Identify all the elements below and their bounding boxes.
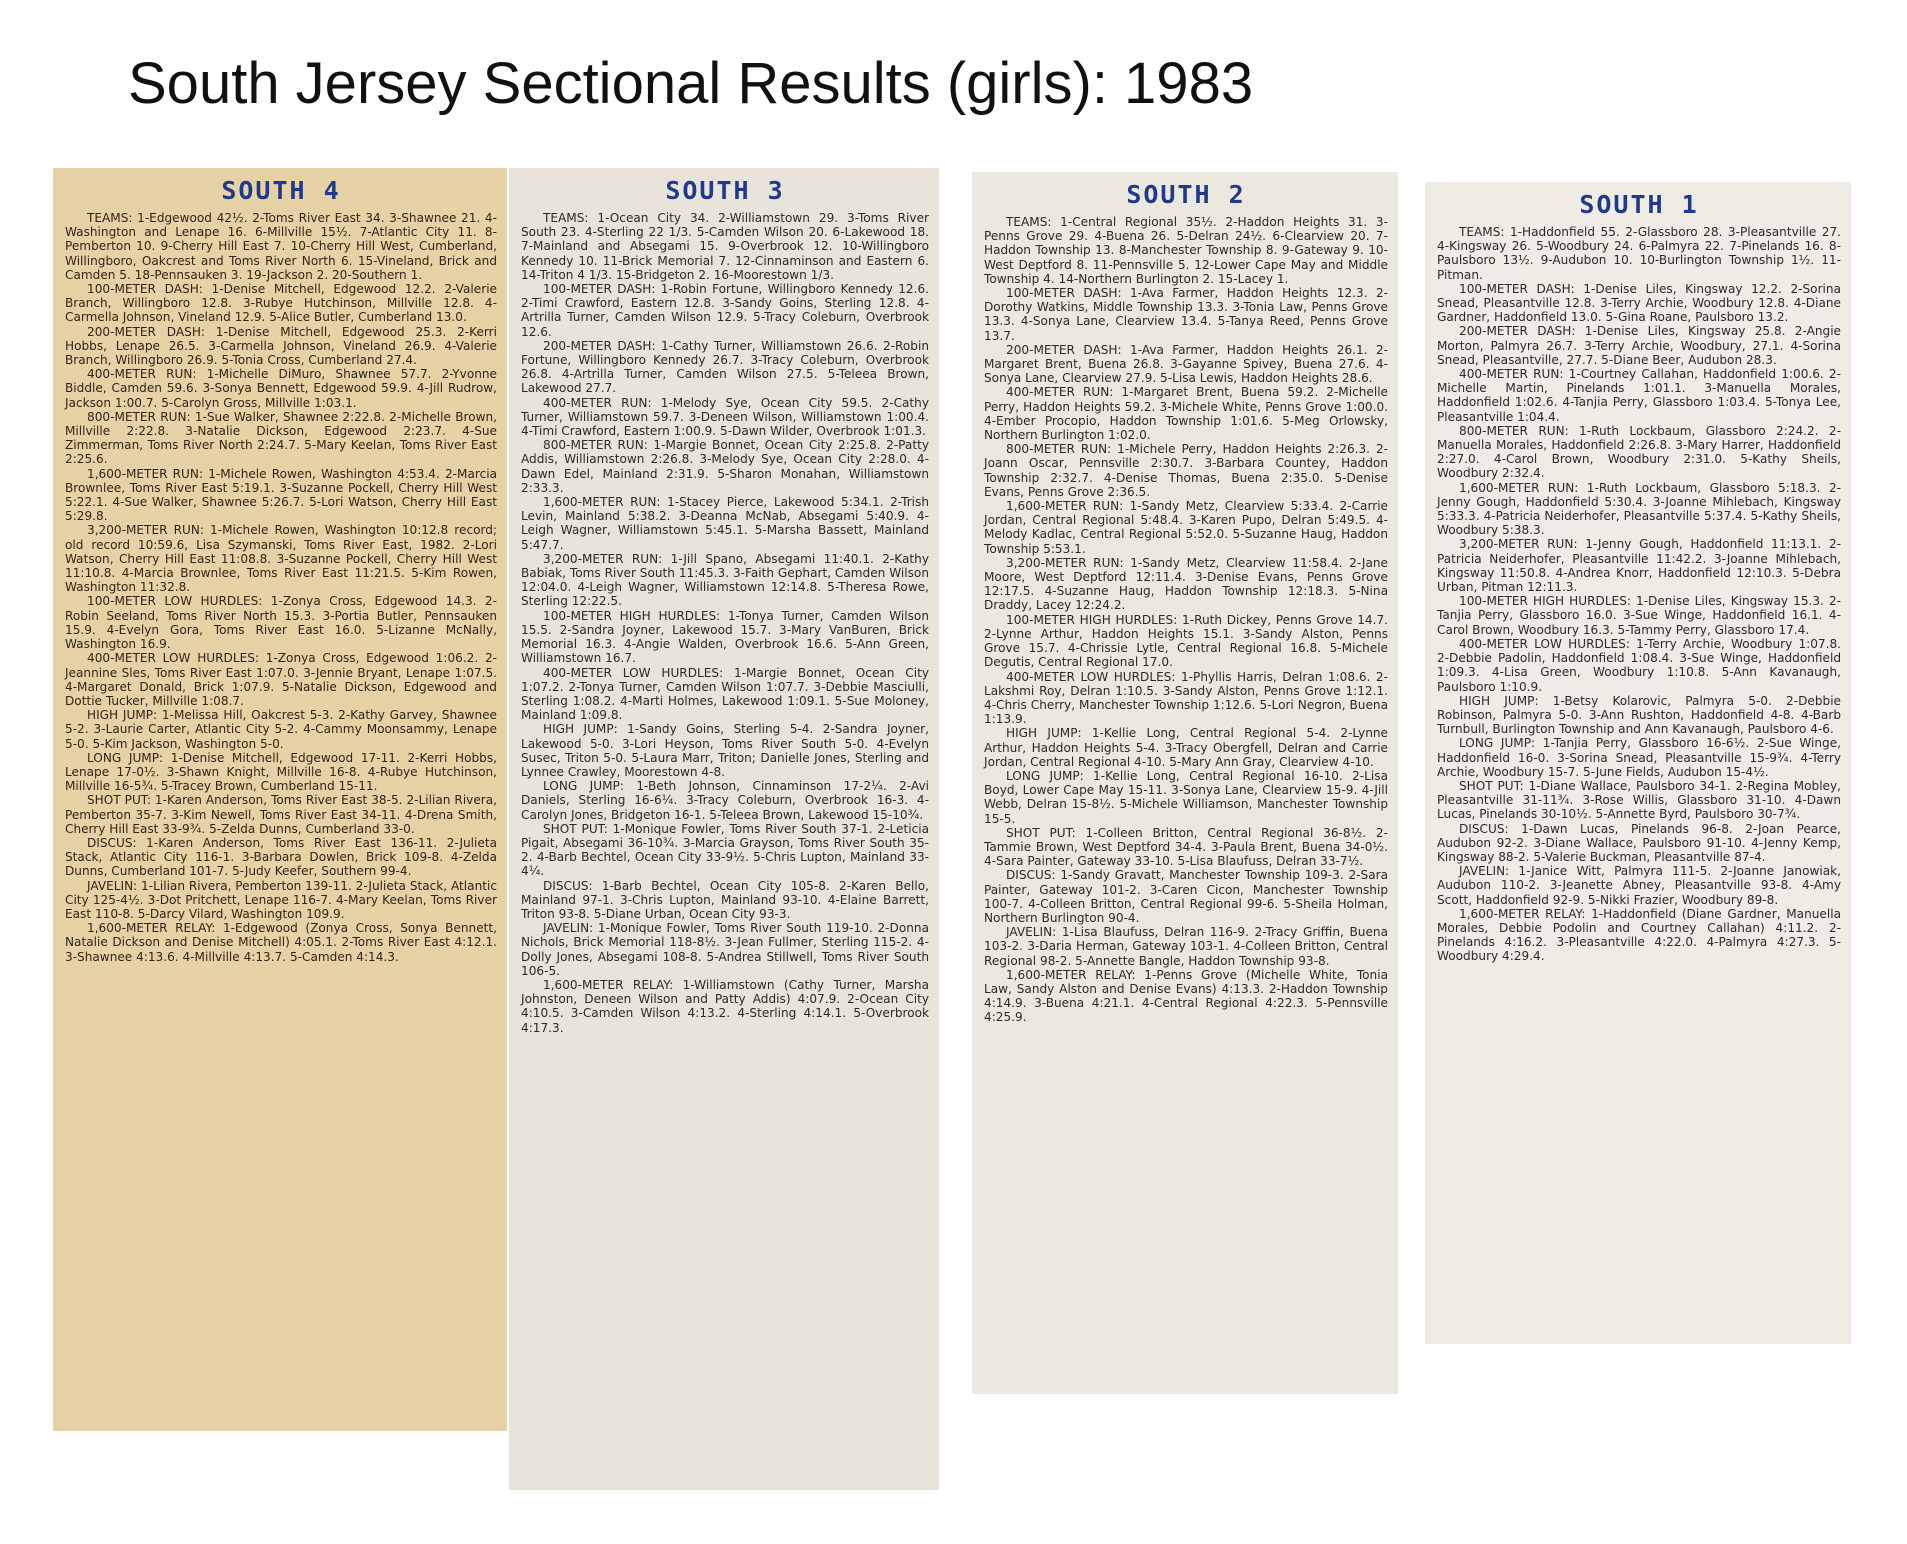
clipping-south-2 [972, 172, 1398, 1394]
result-paragraph: 1,600-METER RELAY: 1-Penns Grove (Michelle White, Tonia Law, Sandy Alston and Denise Evans) 4:13.3. 2-Haddon Township 4:14.9. 3-Buena 4:21.1. 4-Central Regional 4:22.3. 5-Pennsville 4:25.9. [984, 967, 1388, 1025]
result-paragraph: 400-METER LOW HURDLES: 1-Zonya Cross, Edgewood 1:06.2. 2-Jeannine Sles, Toms River East 1:07.0. 3-Jennie Bryant, Lenape 1:07.5. 4-Margaret Donald, Brick 1:07.9. 5-Natalie Dickson, Edgewood and Dottie Tucker, Millville 1:08.7. [65, 651, 497, 708]
result-paragraph: HIGH JUMP: 1-Betsy Kolarovic, Palmyra 5-0. 2-Debbie Robinson, Palmyra 5-0. 3-Ann Rushton, Haddonfield 4-8. 4-Barb Turnbull, Burlington Township and Ann Kavanaugh, Paulsboro 4-6. [1437, 693, 1841, 737]
result-paragraph: 400-METER RUN: 1-Melody Sye, Ocean City 59.5. 2-Cathy Turner, Williamstown 59.7. 3-Deneen Wilson, Williamstown 1:00.4. 4-Timi Crawford, Eastern 1:00.9. 5-Dawn Wilder, Overbrook 1:01.3. [521, 395, 929, 439]
result-paragraph: 100-METER DASH: 1-Denise Liles, Kingsway 12.2. 2-Sorina Snead, Pleasantville 12.8. 3-Terry Archie, Woodbury 12.8. 4-Diane Gardner, Haddonfield 13.0. 5-Gina Roane, Paulsboro 13.2. [1437, 281, 1841, 325]
result-paragraph: 100-METER HIGH HURDLES: 1-Ruth Dickey, Penns Grove 14.7. 2-Lynne Arthur, Haddon Heights 15.1. 3-Sandy Alston, Penns Grove 15.7. 4-Chrissie Lytle, Central Regional 16.8. 5-Michele Degutis, Central Regional 17.0. [984, 612, 1388, 670]
result-paragraph: 100-METER HIGH HURDLES: 1-Tonya Turner, Camden Wilson 15.5. 2-Sandra Joyner, Lakewood 15.7. 3-Mary VanBuren, Brick Memorial 16.3. 4-Angie Walden, Overbrook 16.6. 5-Ann Green, Williamstown 16.7. [521, 608, 929, 666]
result-paragraph: 1,600-METER RUN: 1-Sandy Metz, Clearview 5:33.4. 2-Carrie Jordan, Central Regional 5:48.4. 3-Karen Pupo, Delran 5:49.5. 4-Melody Kadlac, Central Regional 5:52.0. 5-Suzanne Haug, Haddon Township 5:53.1. [984, 499, 1388, 556]
clipping-south-1 [1425, 182, 1851, 1344]
clipping-body [65, 211, 497, 964]
clipping-south-3 [509, 168, 939, 1490]
result-paragraph: 400-METER LOW HURDLES: 1-Phyllis Harris, Delran 1:08.6. 2-Lakshmi Roy, Delran 1:10.5. 3-Sandy Alston, Penns Grove 1:12.1. 4-Chris Cherry, Manchester Township 1:12.6. 5-Lori Negron, Buena 1:13.9. [984, 669, 1388, 727]
result-paragraph: LONG JUMP: 1-Kellie Long, Central Regional 16-10. 2-Lisa Boyd, Lower Cape May 15-11. 3-Sonya Lane, Clearview 15-9. 4-Jill Webb, Delran 15-8½. 5-Michele Williamson, Manchester Township 15-5. [984, 768, 1388, 826]
result-paragraph: 800-METER RUN: 1-Margie Bonnet, Ocean City 2:25.8. 2-Patty Addis, Williamstown 2:26.8. 3-Melody Sye, Ocean City 2:28.0. 4-Dawn Edel, Mainland 2:31.9. 5-Sharon Monahan, Williamstown 2:33.3. [521, 438, 929, 495]
result-paragraph: JAVELIN: 1-Monique Fowler, Toms River South 119-10. 2-Donna Nichols, Brick Memorial 118-8½. 3-Jean Fullmer, Sterling 115-2. 4-Dolly Jones, Absegami 108-8. 5-Andrea Stillwell, Toms River South 106-5. [521, 921, 929, 978]
result-paragraph: 1,600-METER RELAY: 1-Haddonfield (Diane Gardner, Manuella Morales, Debbie Podolin and Courtney Callahan) 4:11.2. 2-Pinelands 4:16.2. 3-Pleasantville 4:22.0. 4-Palmyra 4:27.3. 5-Woodbury 4:29.4. [1437, 906, 1841, 964]
result-paragraph: LONG JUMP: 1-Tanjia Perry, Glassboro 16-6½. 2-Sue Winge, Haddonfield 16-0. 3-Sorina Snead, Pleasantville 15-9¾. 4-Terry Archie, Woodbury 15-7. 5-June Fields, Audubon 15-4½. [1437, 736, 1841, 779]
result-paragraph: 100-METER HIGH HURDLES: 1-Denise Liles, Kingsway 15.3. 2-Tanjia Perry, Glassboro 16.0. 3-Sue Winge, Haddonfield 16.1. 4-Carol Brown, Woodbury 16.3. 5-Tammy Perry, Glassboro 17.4. [1437, 594, 1841, 637]
result-paragraph: HIGH JUMP: 1-Melissa Hill, Oakcrest 5-3. 2-Kathy Garvey, Shawnee 5-2. 3-Laurie Carter, Atlantic City 5-2. 4-Cammy Moonsammy, Lenape 5-0. 5-Kim Jackson, Washington 5-0. [65, 708, 497, 751]
result-paragraph: SHOT PUT: 1-Colleen Britton, Central Regional 36-8½. 2-Tammie Brown, West Deptford 34-4. 3-Paula Brent, Buena 34-0½. 4-Sara Painter, Gateway 33-10. 5-Lisa Blaufuss, Delran 33-7½. [984, 825, 1388, 869]
page-title: South Jersey Sectional Results (girls): 1983 [128, 51, 1254, 116]
result-paragraph: 3,200-METER RUN: 1-Michele Rowen, Washington 10:12.8 record; old record 10:59.6, Lisa Szymanski, Toms River East, 1982. 2-Lori Watson, Cherry Hill East 11:08.8. 3-Suzanne Pockell, Cherry Hill West 11:10.8. 4-Marcia Brownlee, Toms River East 11:21.5. 5-Kim Rowen, Washington 11:32.8. [65, 523, 497, 595]
result-paragraph: 200-METER DASH: 1-Ava Farmer, Haddon Heights 26.1. 2-Margaret Brent, Buena 26.8. 3-Gayanne Spivey, Buena 27.6. 4-Sonya Lane, Clearview 27.9. 5-Lisa Lewis, Haddon Heights 28.6. [984, 342, 1388, 386]
result-paragraph: LONG JUMP: 1-Denise Mitchell, Edgewood 17-11. 2-Kerri Hobbs, Lenape 17-0½. 3-Shawn Knight, Millville 16-8. 4-Rubye Hutchinson, Millville 16-5¾. 5-Tracey Brown, Cumberland 15-11. [65, 750, 497, 794]
result-paragraph: SHOT PUT: 1-Monique Fowler, Toms River South 37-1. 2-Leticia Pigait, Absegami 36-10¾. 3-Marcia Grayson, Toms River South 35-2. 4-Barb Bechtel, Ocean City 33-9½. 5-Chris Lupton, Mainland 33-4¼. [521, 821, 929, 879]
result-paragraph: 100-METER DASH: 1-Ava Farmer, Haddon Heights 12.3. 2-Dorothy Watkins, Middle Township 13.3. 3-Tonia Law, Penns Grove 13.3. 4-Sonya Lane, Clearview 13.4. 5-Tanya Reed, Penns Grove 13.7. [984, 286, 1388, 343]
result-paragraph: 200-METER DASH: 1-Cathy Turner, Williamstown 26.6. 2-Robin Fortune, Willingboro Kennedy 26.7. 3-Tracy Coleburn, Overbrook 26.8. 4-Artrilla Turner, Camden Wilson 27.5. 5-Teleea Brown, Lakewood 27.7. [521, 338, 929, 396]
result-paragraph: 800-METER RUN: 1-Sue Walker, Shawnee 2:22.8. 2-Michelle Brown, Millville 2:22.8. 3-Natalie Dickson, Edgewood 2:23.7. 4-Sue Zimmerman, Toms River North 2:24.7. 5-Mary Keelan, Toms River East 2:25.6. [65, 409, 497, 467]
result-paragraph: HIGH JUMP: 1-Kellie Long, Central Regional 5-4. 2-Lynne Arthur, Haddon Heights 5-4. 3-Tracy Obergfell, Delran and Carrie Jordan, Central Regional 4-10. 5-Mary Ann Gray, Clearview 4-10. [984, 726, 1388, 769]
result-paragraph: 3,200-METER RUN: 1-Jill Spano, Absegami 11:40.1. 2-Kathy Babiak, Toms River South 11:45.3. 3-Faith Gephart, Camden Wilson 12:04.0. 4-Leigh Wagner, Williamstown 12:14.8. 5-Theresa Rowe, Sterling 12:22.5. [521, 551, 929, 609]
result-paragraph: 1,600-METER RUN: 1-Ruth Lockbaum, Glassboro 5:18.3. 2-Jenny Gough, Haddonfield 5:30.4. 3-Joanne Mihlebach, Kingsway 5:33.3. 4-Patricia Neiderhofer, Pleasantville 5:37.4. 5-Kathy Sheils, Woodbury 5:38.3. [1437, 480, 1841, 538]
clipping-header: SOUTH 3 [665, 176, 785, 205]
clipping-header: SOUTH 1 [1579, 190, 1699, 219]
result-paragraph: LONG JUMP: 1-Beth Johnson, Cinnaminson 17-2¼. 2-Avi Daniels, Sterling 16-6¼. 3-Tracy Coleburn, Overbrook 16-3. 4-Carolyn Jones, Bridgeton 16-1. 5-Teleea Brown, Lakewood 15-10¾. [521, 779, 929, 822]
result-paragraph: TEAMS: 1-Central Regional 35½. 2-Haddon Heights 31. 3-Penns Grove 29. 4-Buena 26. 5-Delran 24½. 6-Clearview 20. 7-Haddon Township 13. 8-Manchester Township 8. 9-Gateway 9. 10-West Deptford 8. 11-Pennsville 5. 12-Lower Cape May and Middle Township 4. 14-Northern Burlington 2. 15-Lacey 1. [984, 215, 1388, 286]
result-paragraph: 1,600-METER RUN: 1-Michele Rowen, Washington 4:53.4. 2-Marcia Brownlee, Toms River East 5:19.1. 3-Suzanne Pockell, Cherry Hill West 5:22.1. 4-Sue Walker, Shawnee 5:26.7. 5-Lori Watson, Cherry Hill East 5:29.8. [65, 466, 497, 524]
result-paragraph: 1,600-METER RELAY: 1-Edgewood (Zonya Cross, Sonya Bennett, Natalie Dickson and Denise Mitchell) 4:05.1. 2-Toms River East 4:12.1. 3-Shawnee 4:13.6. 4-Millville 4:13.7. 5-Camden 4:14.3. [65, 921, 497, 964]
result-paragraph: 800-METER RUN: 1-Michele Perry, Haddon Heights 2:26.3. 2-Joann Oscar, Pennsville 2:30.7. 3-Barbara Countey, Haddon Township 2:32.7. 4-Denise Thomas, Buena 2:35.0. 5-Denise Evans, Penns Grove 2:36.5. [984, 442, 1388, 499]
result-paragraph: HIGH JUMP: 1-Sandy Goins, Sterling 5-4. 2-Sandra Joyner, Lakewood 5-0. 3-Lori Heyson, Toms River South 5-0. 4-Evelyn Susec, Triton 5-0. 5-Laura Marr, Triton; Danielle Jones, Sterling and Lynnee Crawley, Moorestown 4-8. [521, 722, 929, 779]
result-paragraph: 400-METER RUN: 1-Margaret Brent, Buena 59.2. 2-Michelle Perry, Haddon Heights 59.2. 3-Michele White, Penns Grove 1:00.0. 4-Ember Procopio, Haddon Township 1:01.6. 5-Meg Orlowsky, Northern Burlington 1:02.0. [984, 385, 1388, 443]
clipping-body [984, 215, 1388, 1025]
result-paragraph: 3,200-METER RUN: 1-Jenny Gough, Haddonfield 11:13.1. 2-Patricia Neiderhofer, Pleasantville 11:42.2. 3-Joanne Mihlebach, Kingsway 11:50.8. 4-Andrea Knorr, Haddonfield 12:10.3. 5-Debra Urban, Pitman 12:11.3. [1437, 537, 1841, 595]
result-paragraph: 400-METER RUN: 1-Michelle DiMuro, Shawnee 57.7. 2-Yvonne Biddle, Camden 59.6. 3-Sonya Bennett, Edgewood 59.9. 4-Jill Rudrow, Jackson 1:00.7. 5-Carolyn Gross, Millville 1:03.1. [65, 367, 497, 410]
result-paragraph: 100-METER LOW HURDLES: 1-Zonya Cross, Edgewood 14.3. 2-Robin Seeland, Toms River North 15.3. 3-Portia Butler, Pennsauken 15.9. 4-Evelyn Gora, Toms River East 16.0. 5-Lizanne McNally, Washington 16.9. [65, 594, 497, 652]
result-paragraph: SHOT PUT: 1-Diane Wallace, Paulsboro 34-1. 2-Regina Mobley, Pleasantville 31-11¾. 3-Rose Willis, Glassboro 31-10. 4-Dawn Lucas, Pinelands 30-10½. 5-Annette Byrd, Paulsboro 30-7¾. [1437, 778, 1841, 822]
result-paragraph: 400-METER LOW HURDLES: 1-Terry Archie, Woodbury 1:07.8. 2-Debbie Padolin, Haddonfield 1:08.4. 3-Sue Winge, Haddonfield 1:09.3. 4-Lisa Green, Woodbury 1:10.8. 5-Ann Kavanaugh, Paulsboro 1:10.9. [1437, 636, 1841, 694]
result-paragraph: 1,600-METER RUN: 1-Stacey Pierce, Lakewood 5:34.1. 2-Trish Levin, Mainland 5:38.2. 3-Deanna McNab, Absegami 5:40.9. 4-Leigh Wagner, Williamstown 5:45.1. 5-Marsha Bassett, Mainland 5:47.7. [521, 495, 929, 552]
result-paragraph: 400-METER LOW HURDLES: 1-Margie Bonnet, Ocean City 1:07.2. 2-Tonya Turner, Camden Wilson 1:07.7. 3-Debbie Masciulli, Sterling 1:08.2. 4-Marti Holmes, Lakewood 1:09.1. 5-Sue Moloney, Mainland 1:09.8. [521, 665, 929, 723]
clipping-body [521, 211, 929, 1035]
result-paragraph: DISCUS: 1-Dawn Lucas, Pinelands 96-8. 2-Joan Pearce, Audubon 92-2. 3-Diane Wallace, Paulsboro 91-10. 4-Jenny Kemp, Kingsway 88-2. 5-Valerie Buckman, Pleasantville 87-4. [1437, 821, 1841, 864]
result-paragraph: 100-METER DASH: 1-Robin Fortune, Willingboro Kennedy 12.6. 2-Timi Crawford, Eastern 12.8. 3-Sandy Goins, Sterling 12.8. 4-Artrilla Turner, Camden Wilson 12.9. 5-Tracy Coleburn, Overbrook 12.6. [521, 282, 929, 339]
result-paragraph: 400-METER RUN: 1-Courtney Callahan, Haddonfield 1:00.6. 2-Michelle Martin, Pinelands 1:01.1. 3-Manuella Morales, Haddonfield 1:02.6. 4-Tanjia Perry, Glassboro 1:03.4. 5-Tonya Lee, Pleasantville 1:04.4. [1437, 367, 1841, 424]
result-paragraph: TEAMS: 1-Haddonfield 55. 2-Glassboro 28. 3-Pleasantville 27. 4-Kingsway 26. 5-Woodbury 24. 6-Palmyra 22. 7-Pinelands 16. 8-Paulsboro 13½. 9-Audubon 10. 10-Burlington Township 1½. 11-Pitman. [1437, 225, 1841, 282]
clipping-body [1437, 225, 1841, 964]
result-paragraph: 100-METER DASH: 1-Denise Mitchell, Edgewood 12.2. 2-Valerie Branch, Willingboro 12.8. 3-Rubye Hutchinson, Millville 12.8. 4-Carmella Johnson, Vineland 12.9. 5-Alice Butler, Cumberland 13.0. [65, 282, 497, 325]
result-paragraph: JAVELIN: 1-Lisa Blaufuss, Delran 116-9. 2-Tracy Griffin, Buena 103-2. 3-Daria Herman, Gateway 103-1. 4-Colleen Britton, Central Regional 98-2. 5-Annette Bangle, Haddon Township 93-8. [984, 925, 1388, 968]
result-paragraph: TEAMS: 1-Ocean City 34. 2-Williamstown 29. 3-Toms River South 23. 4-Sterling 22 1/3. 5-Camden Wilson 20. 6-Lakewood 18. 7-Mainland and Absegami 15. 9-Overbrook 12. 10-Willingboro Kennedy 10. 11-Brick Memorial 7. 12-Cinnaminson and Eastern 6. 14-Triton 4 1/3. 15-Bridgeton 2. 16-Moorestown 1/3. [521, 211, 929, 282]
clipping-south-4 [53, 168, 507, 1431]
result-paragraph: 200-METER DASH: 1-Denise Mitchell, Edgewood 25.3. 2-Kerri Hobbs, Lenape 26.5. 3-Carmella Johnson, Vineland 26.9. 4-Valerie Branch, Willingboro 26.9. 5-Tonia Cross, Cumberland 27.4. [65, 324, 497, 368]
result-paragraph: TEAMS: 1-Edgewood 42½. 2-Toms River East 34. 3-Shawnee 21. 4-Washington and Lenape 16. 6-Millville 15½. 7-Atlantic City 11. 8-Pemberton 10. 9-Cherry Hill East 7. 10-Cherry Hill West, Cumberland, Willingboro, Oakcrest and Toms River North 6. 15-Vineland, Brick and Camden 5. 18-Pennsauken 3. 19-Jackson 2. 20-Southern 1. [65, 211, 497, 282]
result-paragraph: DISCUS: 1-Barb Bechtel, Ocean City 105-8. 2-Karen Bello, Mainland 97-1. 3-Chris Lupton, Mainland 93-10. 4-Elaine Barrett, Triton 93-8. 5-Diane Urban, Ocean City 93-3. [521, 878, 929, 921]
result-paragraph: 3,200-METER RUN: 1-Sandy Metz, Clearview 11:58.4. 2-Jane Moore, West Deptford 12:11.4. 3-Denise Evans, Penns Grove 12:17.5. 4-Suzanne Haug, Haddon Township 12:18.3. 5-Nina Draddy, Lacey 12:24.2. [984, 555, 1388, 613]
clipping-header: SOUTH 4 [221, 176, 341, 205]
result-paragraph: 200-METER DASH: 1-Denise Liles, Kingsway 25.8. 2-Angie Morton, Palmyra 26.7. 3-Terry Archie, Woodbury, 27.1. 4-Sorina Snead, Pleasantville, 27.7. 5-Diane Beer, Audubon 28.3. [1437, 324, 1841, 367]
result-paragraph: 1,600-METER RELAY: 1-Williamstown (Cathy Turner, Marsha Johnston, Deneen Wilson and Patty Addis) 4:07.9. 2-Ocean City 4:10.5. 3-Camden Wilson 4:13.2. 4-Sterling 4:14.1. 5-Overbrook 4:17.3. [521, 977, 929, 1035]
result-paragraph: 800-METER RUN: 1-Ruth Lockbaum, Glassboro 2:24.2. 2-Manuella Morales, Haddonfield 2:26.8. 3-Mary Harrer, Haddonfield 2:27.0. 4-Carol Brown, Woodbury 2:31.0. 5-Kathy Sheils, Woodbury 2:32.4. [1437, 423, 1841, 481]
result-paragraph: DISCUS: 1-Sandy Gravatt, Manchester Township 109-3. 2-Sara Painter, Gateway 101-2. 3-Caren Cicon, Manchester Township 100-7. 4-Colleen Britton, Central Regional 99-6. 5-Sheila Holman, Northern Burlington 90-4. [984, 868, 1388, 925]
result-paragraph: JAVELIN: 1-Janice Witt, Palmyra 111-5. 2-Joanne Janowiak, Audubon 110-2. 3-Jeanette Abney, Pleasantville 93-8. 4-Amy Scott, Haddonfield 92-9. 5-Nikki Frazier, Woodbury 89-8. [1437, 864, 1841, 907]
result-paragraph: SHOT PUT: 1-Karen Anderson, Toms River East 38-5. 2-Lilian Rivera, Pemberton 35-7. 3-Kim Newell, Toms River East 34-11. 4-Drena Smith, Cherry Hill East 33-9¾. 5-Zelda Dunns, Cumberland 33-0. [65, 793, 497, 836]
result-paragraph: DISCUS: 1-Karen Anderson, Toms River East 136-11. 2-Julieta Stack, Atlantic City 116-1. 3-Barbara Dowlen, Brick 109-8. 4-Zelda Dunns, Cumberland 101-7. 5-Judy Keefer, Southern 99-4. [65, 835, 497, 879]
clipping-header: SOUTH 2 [1126, 180, 1246, 209]
result-paragraph: JAVELIN: 1-Lilian Rivera, Pemberton 139-11. 2-Julieta Stack, Atlantic City 125-4½. 3-Dot Pritchett, Lenape 116-7. 4-Mary Keelan, Toms River East 110-8. 5-Darcy Vilard, Washington 109.9. [65, 878, 497, 921]
